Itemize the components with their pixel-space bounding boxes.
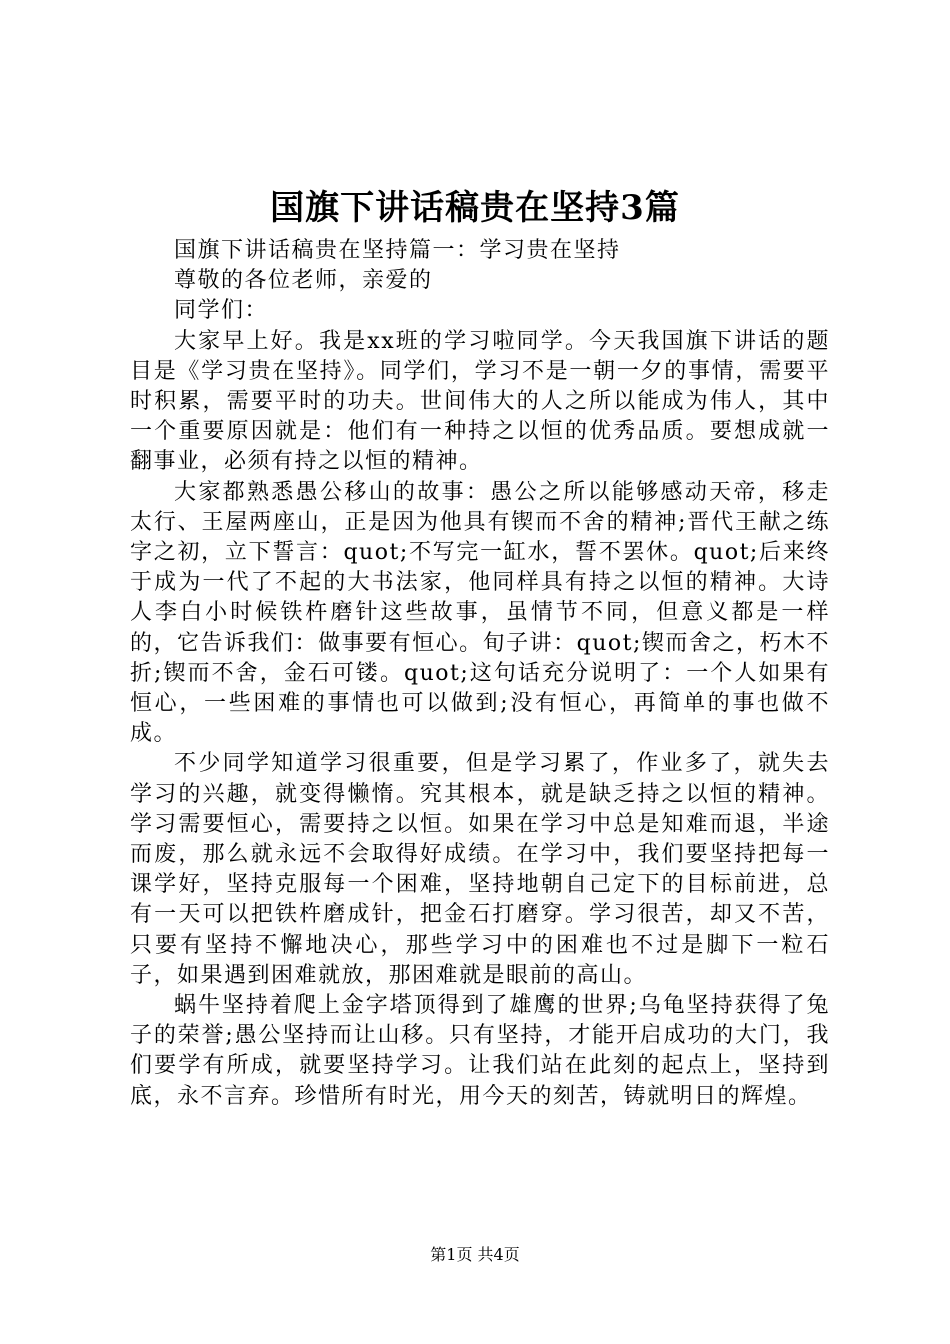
body-paragraph-2: 大家都熟悉愚公移山的故事：愚公之所以能够感动天帝，移走太行、王屋两座山，正是因为他具有锲而不舍的精神;晋代王献之练字之初，立下誓言：quot;不写完一缸水，誓不罢休。quot;后来终于成为一代了不起的大书法家，他同样具有持之以恒的精神。大诗人李白小时候铁杵磨针这些故事，虽情节不同，但意义都是一样的，它告诉我们：做事要有恒心。旬子讲：quot;锲而舍之，朽木不折;锲而不舍，金石可镂。quot;这句话充分说明了：一个人如果有恒心，一些困难的事情也可以做到;没有恒心，再简单的事也做不成。	[130, 479, 830, 747]
page-footer: 第1页 共4页	[430, 1245, 520, 1264]
body-paragraph-1: 大家早上好。我是xx班的学习啦同学。今天我国旗下讲话的题目是《学习贵在坚持》。同学们，学习不是一朝一夕的事情，需要平时积累，需要平时的功夫。世间伟大的人之所以能成为伟人，其中一个重要原因就是：他们有一种持之以恒的优秀品质。要想成就一翻事业，必须有持之以恒的精神。	[130, 328, 830, 475]
body-paragraph-3: 不少同学知道学习很重要，但是学习累了，作业多了，就失去学习的兴趣，就变得懒惰。究其根本，就是缺乏持之以恒的精神。学习需要恒心，需要持之以恒。如果在学习中总是知难而退，半途而废，那么就永远不会取得好成绩。在学习中，我们要坚持把每一课学好，坚持克服每一个困难，坚持地朝自己定下的目标前进，总有一天可以把铁杵磨成针，把金石打磨穿。学习很苦，却又不苦，只要有坚持不懈地决心，那些学习中的困难也不过是脚下一粒石子，如果遇到困难就放，那困难就是眼前的高山。	[130, 751, 830, 988]
salutation-line-2: 同学们：	[174, 298, 269, 324]
section-heading: 国旗下讲话稿贵在坚持篇一：学习贵在坚持	[174, 238, 621, 263]
salutation-line-1: 尊敬的各位老师，亲爱的	[174, 268, 433, 294]
document-title: 国旗下讲话稿贵在坚持3篇	[270, 188, 680, 228]
document-body	[130, 236, 830, 1112]
body-paragraph-4: 蜗牛坚持着爬上金字塔顶得到了雄鹰的世界;乌龟坚持获得了兔子的荣誉;愚公坚持而让山移。只有坚持，才能开启成功的大门，我们要学有所成，就要坚持学习。让我们站在此刻的起点上，坚持到底，永不言弃。珍惜所有时光，用今天的刻苦，铸就明日的辉煌。	[130, 993, 830, 1109]
